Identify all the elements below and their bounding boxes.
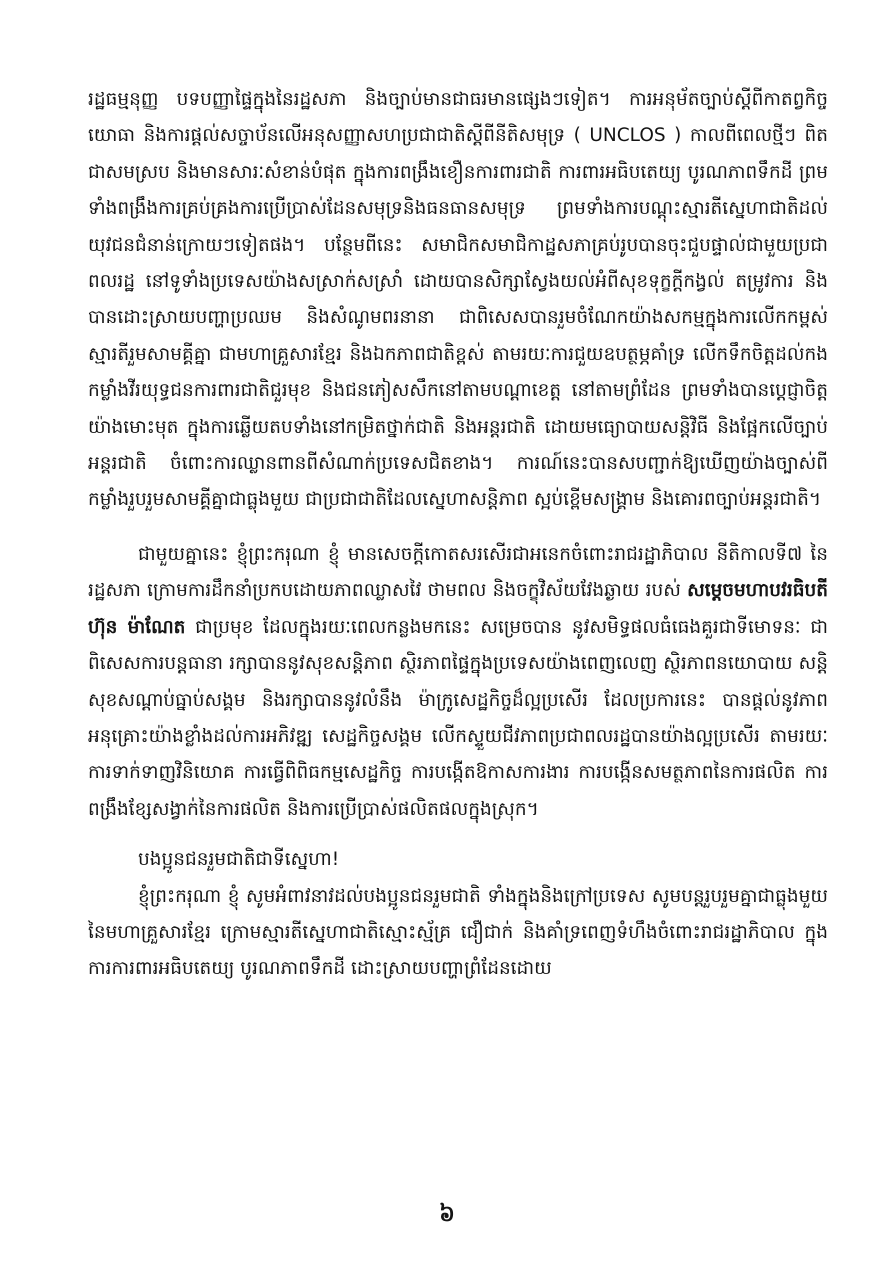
document-body bbox=[88, 82, 828, 988]
page-number: ៦ bbox=[439, 1202, 455, 1227]
prime-minister-name: សម្តេចមហាបវរធិបតី ហ៊ុន ម៉ាណែត bbox=[88, 580, 828, 638]
paragraph-government-praise-rest: ជាប្រមុខ ដែលក្នុងរយៈពេលកន្លងមកនេះ សម្រេចបាន នូវសមិទ្ធផលធំធេងគួរជាទីមោទនៈ ជាពិសេសការបន្តធានា រក្សាបាននូវសុខសន្តិភាព ស្ថិរភាពផ្ទៃក្នុងប្រទេសយ៉ាងពេញលេញ ស្ថិរភាពនយោបាយ សន្តិសុខសណ្តាប់ធ្នាប់សង្គម និងរក្សាបាននូវលំនឹង ម៉ាក្រូសេដ្ឋកិច្ចដ៏ល្អប្រសើរ ដែលប្រការនេះ បានផ្តល់នូវភាពអនុគ្រោះយ៉ាងខ្លាំងដល់ការអភិវឌ្ឍ សេដ្ឋកិច្ចសង្គម លើកស្ទួយជីវភាពប្រជាពលរដ្ឋបានយ៉ាងល្អប្រសើរ តាមរយៈការទាក់ទាញវិនិយោគ ការធ្វើពិពិធកម្មសេដ្ឋកិច្ច ការបង្កើតឱកាសការងារ ការបង្កើនសមត្ថភាពនៃការផលិត ការពង្រឹងខ្សែសង្វាក់នៃការផលិត និងការប្រើប្រាស់ផលិតផលក្នុងស្រុក។ bbox=[88, 616, 828, 820]
salutation-line: បងប្អូនជនរួមជាតិជាទីស្នេហា! bbox=[138, 849, 340, 871]
paragraph-government-praise bbox=[88, 537, 828, 828]
paragraph-appeal-to-compatriots: ខ្ញុំព្រះករុណា ខ្ញុំ សូមអំពាវនាវដល់បងប្អូនជនរួមជាតិ ទាំងក្នុងនិងក្រៅប្រទេស សូមបន្តរួបរួមគ្នាជាធ្លុងមួយនៃមហាគ្រួសារខ្មែរ ក្រោមស្មារតីស្នេហាជាតិស្មោះស្ម័គ្រ ជឿជាក់ និងគាំទ្រពេញទំហឹងចំពោះរាជរដ្ឋាភិបាល ក្នុងការការពារអធិបតេយ្យ បូរណភាពទឹកដី ដោះស្រាយបញ្ហាព្រំដែនដោយ bbox=[88, 885, 828, 980]
paragraph-legislative-achievements: រដ្ឋធម្មនុញ្ញ បទបញ្ញាផ្ទៃក្នុងនៃរដ្ឋសភា និងច្បាប់មានជាធរមានផ្សេងៗទៀត។ ការអនុម័តច្បាប់ស្តីពីកាតព្វកិច្ចយោធា និងការផ្តល់សច្ចាប័នលើអនុសញ្ញាសហប្រជាជាតិស្តីពីនីតិសមុទ្រ ( UNCLOS ) កាលពីពេលថ្មីៗ ពិតជាសមស្រប និងមានសារៈសំខាន់បំផុត ក្នុងការពង្រឹងខឿនការពារជាតិ ការពារអធិបតេយ្យ បូរណភាពទឹកដី ព្រមទាំងពង្រឹងការគ្រប់គ្រងការប្រើប្រាស់ដែនសមុទ្រនិងធនធានសមុទ្រ ព្រមទាំងការបណ្តុះស្មារតីស្នេហាជាតិដល់យុវជនជំនាន់ក្រោយៗទៀតផង។ បន្ថែមពីនេះ សមាជិកសមាជិកាដ្ឋសភាគ្រប់រូបបានចុះជួបផ្ទាល់ជាមួយប្រជាពលរដ្ឋ នៅទូទាំងប្រទេសយ៉ាងសស្រាក់សស្រាំ ដោយបានសិក្សាស្វែងយល់អំពីសុខទុក្ខក្តីកង្វល់ តម្រូវការ និងបានដោះស្រាយបញ្ហាប្រឈម និងសំណូមពរនានា ជាពិសេសបានរួមចំណែកយ៉ាងសកម្មក្នុងការលើកកម្ពស់ស្មារតីរួមសាមគ្គីគ្នា ជាមហាគ្រួសារខ្មែរ និងឯកភាពជាតិខ្ពស់ តាមរយៈការជួយឧបត្ថម្ភគាំទ្រ លើកទឹកចិត្តដល់កងកម្លាំងវីរយុទ្ធជនការពារជាតិជួរមុខ និងជនភៀសសឹកនៅតាមបណ្តាខេត្ត នៅតាមព្រំដែន ព្រមទាំងបានប្តេជ្ញាចិត្តយ៉ាងមោះមុត ក្នុងការឆ្លើយតបទាំងនៅកម្រិតថ្នាក់ជាតិ និងអន្តរជាតិ ដោយមធ្យោបាយសន្តិវិធី និងផ្អែកលើច្បាប់អន្តរជាតិ ចំពោះការឈ្លានពានពីសំណាក់ប្រទេសជិតខាង។ ការណ៍នេះបានសបញ្ជាក់ឱ្យឃើញយ៉ាងច្បាស់ពីកម្លាំងរួបរួមសាមគ្គីគ្នាជាធ្លុងមួយ ជាប្រជាជាតិដែលស្នេហាសន្តិភាព ស្អប់ខ្ពើមសង្គ្រាម និងគោរពច្បាប់អន្តរជាតិ។ bbox=[88, 89, 828, 511]
paragraph-government-praise-lead: ជាមួយគ្នានេះ ខ្ញុំព្រះករុណា ខ្ញុំ មានសេចក្តីកោតសរសើរជាអនេកចំពោះរាជរដ្ឋាភិបាល នីតិកាលទី៧ នៃរដ្ឋសភា ក្រោមការដឹកនាំប្រកបដោយភាពឈ្លាសវៃ ថាមពល និងចក្ខុវិស័យវែងឆ្ងាយ របស់ bbox=[88, 543, 828, 602]
